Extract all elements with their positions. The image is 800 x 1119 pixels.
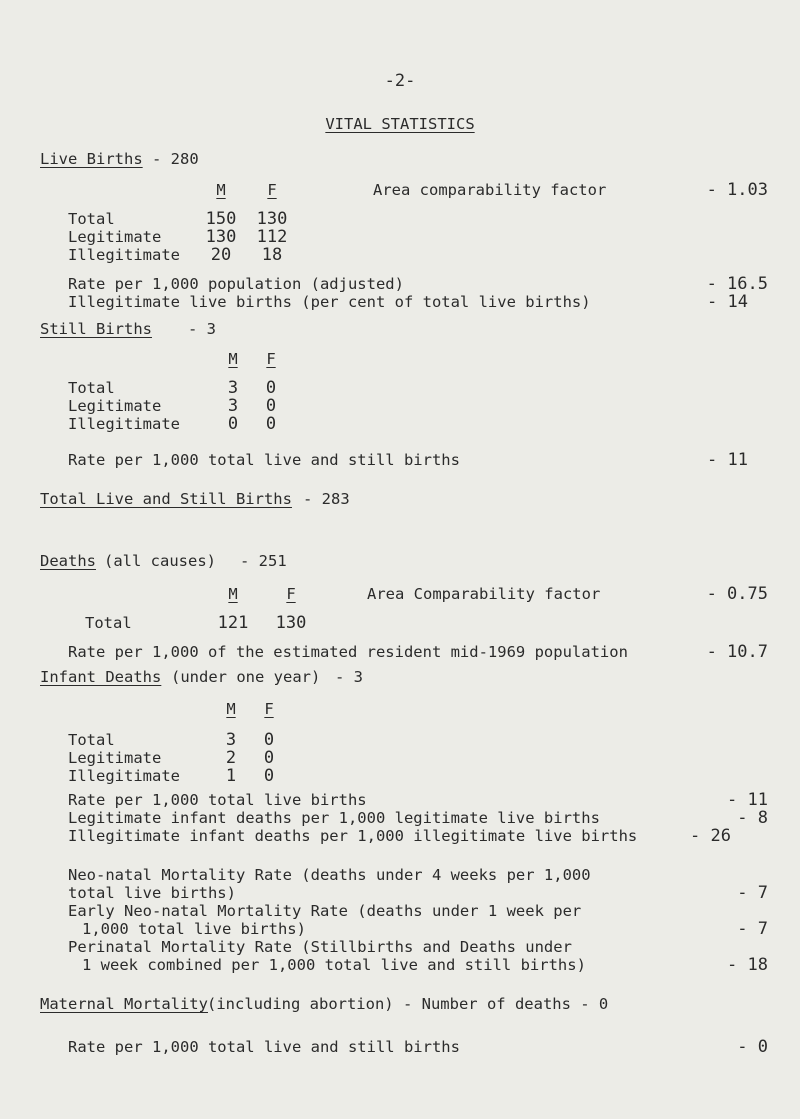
still-births-row-m: 3	[227, 378, 239, 398]
deaths-total-f: 130	[275, 613, 307, 633]
still-births-row-f: 0	[265, 396, 277, 416]
still-births-row-label: Illegitimate	[68, 415, 180, 433]
illegitimate-births-value: - 14	[707, 292, 748, 312]
infant-deaths-col-m: M	[226, 700, 236, 718]
live-births-count: - 280	[152, 150, 199, 168]
page-title: VITAL STATISTICS	[325, 115, 475, 133]
still-births-rate-value: - 11	[707, 450, 748, 470]
infant-deaths-row-m: 3	[225, 730, 237, 750]
deaths-total-m: 121	[217, 613, 249, 633]
infant-deaths-row-m: 1	[225, 766, 237, 786]
live-births-row-m: 20	[210, 245, 232, 265]
perinatal-label-2: 1 week combined per 1,000 total live and still births)	[82, 956, 586, 974]
still-births-row-label: Legitimate	[68, 397, 162, 415]
deaths-qualifier: (all causes)	[104, 552, 216, 570]
deaths-total-label: Total	[85, 614, 132, 632]
infant-rate-value: - 11	[727, 790, 768, 810]
neo-natal-label-2: total live births)	[68, 884, 236, 902]
legit-infant-label: Legitimate infant deaths per 1,000 legitimate live births	[68, 809, 600, 827]
live-births-acf-label: Area comparability factor	[373, 181, 607, 199]
live-births-row-label: Illegitimate	[68, 246, 180, 264]
live-births-row-f: 112	[256, 227, 288, 247]
illegitimate-births-label: Illegitimate live births (per cent of total live births)	[68, 293, 591, 311]
total-live-still-count: - 283	[303, 490, 350, 508]
infant-rate-label: Rate per 1,000 total live births	[68, 791, 367, 809]
live-births-rate-value: - 16.5	[706, 274, 768, 294]
infant-deaths-row-f: 0	[263, 730, 275, 750]
live-births-acf-value: - 1.03	[706, 180, 768, 200]
deaths-col-f: F	[286, 585, 296, 603]
infant-deaths-row-f: 0	[263, 766, 275, 786]
neo-natal-label-1: Neo-natal Mortality Rate (deaths under 4 weeks per 1,000	[68, 866, 591, 884]
infant-deaths-count: - 3	[335, 668, 363, 686]
maternal-rate-value: - 0	[737, 1037, 768, 1057]
total-live-still-heading: Total Live and Still Births	[40, 490, 292, 508]
live-births-row-m: 150	[205, 209, 237, 229]
early-neo-natal-value: - 7	[737, 919, 768, 939]
still-births-row-m: 0	[227, 414, 239, 434]
still-births-row-f: 0	[265, 414, 277, 434]
live-births-col-f: F	[267, 181, 277, 199]
live-births-row-f: 130	[256, 209, 288, 229]
perinatal-value: - 18	[727, 955, 768, 975]
deaths-heading: Deaths	[40, 552, 96, 570]
live-births-col-m: M	[216, 181, 226, 199]
illeg-infant-label: Illegitimate infant deaths per 1,000 illegitimate live births	[68, 827, 638, 845]
live-births-row-label: Total	[68, 210, 115, 228]
deaths-acf-label: Area Comparability factor	[367, 585, 601, 603]
infant-deaths-row-label: Legitimate	[68, 749, 162, 767]
infant-deaths-qualifier: (under one year)	[171, 668, 321, 686]
still-births-row-m: 3	[227, 396, 239, 416]
infant-deaths-row-f: 0	[263, 748, 275, 768]
maternal-mortality-heading: Maternal Mortality	[40, 995, 208, 1013]
still-births-col-f: F	[266, 350, 276, 368]
early-neo-natal-label-1: Early Neo-natal Mortality Rate (deaths under 1 week per	[68, 902, 582, 920]
deaths-col-m: M	[228, 585, 238, 603]
deaths-rate-value: - 10.7	[706, 642, 768, 662]
still-births-row-f: 0	[265, 378, 277, 398]
maternal-mortality-detail: (including abortion) - Number of deaths - 0	[207, 995, 609, 1013]
infant-deaths-row-label: Total	[68, 731, 115, 749]
page-number: -2-	[384, 71, 416, 91]
still-births-rate-label: Rate per 1,000 total live and still births	[68, 451, 460, 469]
still-births-row-label: Total	[68, 379, 115, 397]
deaths-rate-label: Rate per 1,000 of the estimated resident mid-1969 population	[68, 643, 628, 661]
still-births-col-m: M	[228, 350, 238, 368]
infant-deaths-heading: Infant Deaths	[40, 668, 162, 686]
live-births-row-m: 130	[205, 227, 237, 247]
live-births-heading: Live Births	[40, 150, 143, 168]
live-births-row-label: Legitimate	[68, 228, 162, 246]
maternal-rate-label: Rate per 1,000 total live and still births	[68, 1038, 460, 1056]
deaths-count: - 251	[240, 552, 287, 570]
still-births-heading: Still Births	[40, 320, 152, 338]
infant-deaths-row-label: Illegitimate	[68, 767, 180, 785]
illeg-infant-value: - 26	[690, 826, 731, 846]
live-births-rate-label: Rate per 1,000 population (adjusted)	[68, 275, 404, 293]
deaths-acf-value: - 0.75	[706, 584, 768, 604]
infant-deaths-row-m: 2	[225, 748, 237, 768]
legit-infant-value: - 8	[737, 808, 768, 828]
live-births-row-f: 18	[261, 245, 283, 265]
infant-deaths-col-f: F	[264, 700, 274, 718]
perinatal-label-1: Perinatal Mortality Rate (Stillbirths and Deaths under	[68, 938, 572, 956]
early-neo-natal-label-2: 1,000 total live births)	[82, 920, 306, 938]
still-births-count: - 3	[188, 320, 216, 338]
neo-natal-value: - 7	[737, 883, 768, 903]
